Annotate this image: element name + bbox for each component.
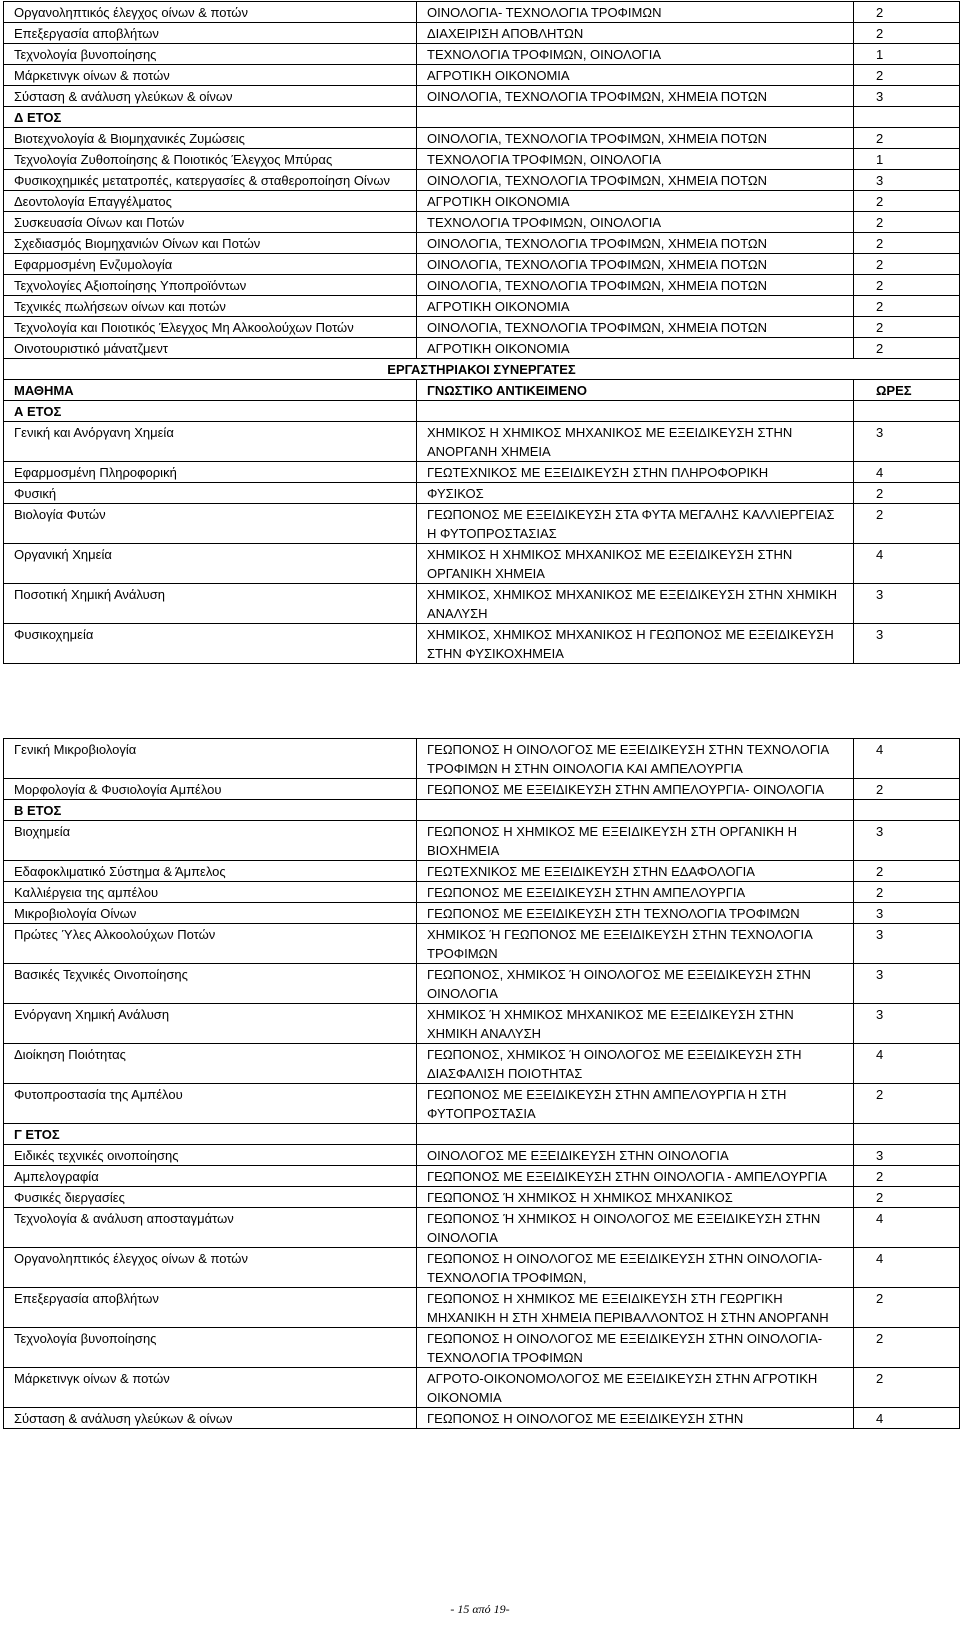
- course-cell: Φυσικές διεργασίες: [4, 1187, 417, 1208]
- hours-cell: 3: [854, 1145, 960, 1166]
- field-cell: ΓΕΩΠΟΝΟΣ ΜΕ ΕΞΕΙΔΙΚΕΥΣΗ ΣΤΑ ΦΥΤΑ ΜΕΓΑΛΗΣ ΚΑΛΛΙΕΡΓΕΙΑΣ Η ΦΥΤΟΠΡΟΣΤΑΣΙΑΣ: [417, 504, 854, 544]
- course-cell: Επεξεργασία αποβλήτων: [4, 1288, 417, 1328]
- course-cell: Σύσταση & ανάλυση γλεύκων & οίνων: [4, 86, 417, 107]
- course-cell: Γενική Μικροβιολογία: [4, 739, 417, 779]
- hours-cell: 2: [854, 861, 960, 882]
- course-cell: Εφαρμοσμένη Ενζυμολογία: [4, 254, 417, 275]
- table-row: [4, 1288, 960, 1328]
- hours-cell: 4: [854, 1248, 960, 1288]
- field-cell: ΧΗΜΙΚΟΣ Ή ΓΕΩΠΟΝΟΣ ΜΕ ΕΞΕΙΔΙΚΕΥΣΗ ΣΤΗΝ ΤΕΧΝΟΛΟΓΙΑ ΤΡΟΦΙΜΩΝ: [417, 924, 854, 964]
- table-row: [4, 149, 960, 170]
- hours-cell: 2: [854, 1084, 960, 1124]
- field-cell: ΓΕΩΠΟΝΟΣ, ΧΗΜΙΚΟΣ Ή ΟΙΝΟΛΟΓΟΣ ΜΕ ΕΞΕΙΔΙΚΕΥΣΗ ΣΤΗ ΔΙΑΣΦΑΛΙΣΗ ΠΟΙΟΤΗΤΑΣ: [417, 1044, 854, 1084]
- course-cell: Πρώτες Ύλες Αλκοολούχων Ποτών: [4, 924, 417, 964]
- table-row: [4, 584, 960, 624]
- table-row: [4, 86, 960, 107]
- course-cell: Μορφολογία & Φυσιολογία Αμπέλου: [4, 779, 417, 800]
- field-cell: ΧΗΜΙΚΟΣ Η ΧΗΜΙΚΟΣ ΜΗΧΑΝΙΚΟΣ ΜΕ ΕΞΕΙΔΙΚΕΥΣΗ ΣΤΗΝ ΑΝΟΡΓΑΝΗ ΧΗΜΕΙΑ: [417, 422, 854, 462]
- table-row: [4, 317, 960, 338]
- hours-cell: 4: [854, 1208, 960, 1248]
- table-row: [4, 296, 960, 317]
- course-cell: Τεχνολογία βυνοποίησης: [4, 44, 417, 65]
- table-row: [4, 882, 960, 903]
- hours-cell: 2: [854, 23, 960, 44]
- hours-cell: 1: [854, 149, 960, 170]
- course-cell: Οργανοληπτικός έλεγχος οίνων & ποτών: [4, 1248, 417, 1288]
- course-cell: Τεχνολογία βυνοποίησης: [4, 1328, 417, 1368]
- table-row: [4, 1208, 960, 1248]
- course-cell: Εδαφοκλιματικό Σύστημα & Άμπελος: [4, 861, 417, 882]
- course-cell: Οργανική Χημεία: [4, 544, 417, 584]
- field-cell: ΓΕΩΠΟΝΟΣ ΜΕ ΕΞΕΙΔΙΚΕΥΣΗ ΣΤΗΝ ΑΜΠΕΛΟΥΡΓΙΑ Η ΣΤΗ ΦΥΤΟΠΡΟΣΤΑΣΙΑ: [417, 1084, 854, 1124]
- table-row: [4, 1166, 960, 1187]
- hours-cell: 2: [854, 233, 960, 254]
- course-cell: Σύσταση & ανάλυση γλεύκων & οίνων: [4, 1408, 417, 1429]
- field-cell: ΓΕΩΠΟΝΟΣ Η ΟΙΝΟΛΟΓΟΣ ΜΕ ΕΞΕΙΔΙΚΕΥΣΗ ΣΤΗΝ ΟΙΝΟΛΟΓΙΑ- ΤΕΧΝΟΛΟΓΙΑ ΤΡΟΦΙΜΩΝ: [417, 1328, 854, 1368]
- hours-cell: [854, 401, 960, 422]
- course-cell: Σχεδιασμός Βιομηχανιών Οίνων και Ποτών: [4, 233, 417, 254]
- hours-cell: 3: [854, 624, 960, 664]
- hours-cell: 2: [854, 882, 960, 903]
- course-cell: Φυσικοχημικές μετατροπές, κατεργασίες & σταθεροποίηση Οίνων: [4, 170, 417, 191]
- column-header-course: ΜΑΘΗΜΑ: [4, 380, 417, 401]
- year-label: Γ ΕΤΟΣ: [4, 1124, 417, 1145]
- course-cell: Τεχνικές πωλήσεων οίνων και ποτών: [4, 296, 417, 317]
- course-cell: Οινοτουριστικό μάνατζμεντ: [4, 338, 417, 359]
- section-title-row: [4, 359, 960, 380]
- hours-cell: 3: [854, 422, 960, 462]
- course-cell: Τεχνολογία Ζυθοποίησης & Ποιοτικός Έλεγχος Μπύρας: [4, 149, 417, 170]
- field-cell: ΟΙΝΟΛΟΓΟΣ ΜΕ ΕΞΕΙΔΙΚΕΥΣΗ ΣΤΗΝ ΟΙΝΟΛΟΓΙΑ: [417, 1145, 854, 1166]
- hours-cell: 4: [854, 1408, 960, 1429]
- course-cell: Βιοτεχνολογία & Βιομηχανικές Ζυμώσεις: [4, 128, 417, 149]
- hours-cell: 2: [854, 1328, 960, 1368]
- year-header-row: [4, 800, 960, 821]
- hours-cell: 3: [854, 964, 960, 1004]
- field-cell: ΓΕΩΠΟΝΟΣ, ΧΗΜΙΚΟΣ Ή ΟΙΝΟΛΟΓΟΣ ΜΕ ΕΞΕΙΔΙΚΕΥΣΗ ΣΤΗΝ ΟΙΝΟΛΟΓΙΑ: [417, 964, 854, 1004]
- field-cell: ΓΕΩΠΟΝΟΣ ΜΕ ΕΞΕΙΔΙΚΕΥΣΗ ΣΤΗ ΤΕΧΝΟΛΟΓΙΑ ΤΡΟΦΙΜΩΝ: [417, 903, 854, 924]
- course-cell: Οργανοληπτικός έλεγχος οίνων & ποτών: [4, 2, 417, 23]
- table-gap: [0, 705, 960, 735]
- field-cell: ΧΗΜΙΚΟΣ Η ΧΗΜΙΚΟΣ ΜΗΧΑΝΙΚΟΣ ΜΕ ΕΞΕΙΔΙΚΕΥΣΗ ΣΤΗΝ ΟΡΓΑΝΙΚΗ ΧΗΜΕΙΑ: [417, 544, 854, 584]
- field-cell: ΑΓΡΟΤΙΚΗ ΟΙΚΟΝΟΜΙΑ: [417, 296, 854, 317]
- year-label: Α ΕΤΟΣ: [4, 401, 417, 422]
- hours-cell: 3: [854, 903, 960, 924]
- course-cell: Αμπελογραφία: [4, 1166, 417, 1187]
- course-cell: Ενόργανη Χημική Ανάλυση: [4, 1004, 417, 1044]
- field-cell: ΟΙΝΟΛΟΓΙΑ, ΤΕΧΝΟΛΟΓΙΑ ΤΡΟΦΙΜΩΝ, ΧΗΜΕΙΑ ΠΟΤΩΝ: [417, 275, 854, 296]
- column-header-field: ΓΝΩΣΤΙΚΟ ΑΝΤΙΚΕΙΜΕΝΟ: [417, 380, 854, 401]
- year-header-row: [4, 107, 960, 128]
- course-cell: Φυσικοχημεία: [4, 624, 417, 664]
- hours-cell: 2: [854, 275, 960, 296]
- course-cell: Τεχνολογία & ανάλυση αποσταγμάτων: [4, 1208, 417, 1248]
- hours-cell: 2: [854, 2, 960, 23]
- hours-cell: 2: [854, 191, 960, 212]
- field-cell: ΧΗΜΙΚΟΣ Ή ΧΗΜΙΚΟΣ ΜΗΧΑΝΙΚΟΣ ΜΕ ΕΞΕΙΔΙΚΕΥΣΗ ΣΤΗΝ ΧΗΜΙΚΗ ΑΝΑΛΥΣΗ: [417, 1004, 854, 1044]
- field-cell: ΓΕΩΠΟΝΟΣ Η ΧΗΜΙΚΟΣ ΜΕ ΕΞΕΙΔΙΚΕΥΣΗ ΣΤΗ ΟΡΓΑΝΙΚΗ Η ΒΙΟΧΗΜΕΙΑ: [417, 821, 854, 861]
- field-cell: ΟΙΝΟΛΟΓΙΑ, ΤΕΧΝΟΛΟΓΙΑ ΤΡΟΦΙΜΩΝ, ΧΗΜΕΙΑ ΠΟΤΩΝ: [417, 86, 854, 107]
- table-row: [4, 1084, 960, 1124]
- course-cell: Βιοχημεία: [4, 821, 417, 861]
- hours-cell: 3: [854, 86, 960, 107]
- hours-cell: 2: [854, 1166, 960, 1187]
- hours-cell: [854, 1124, 960, 1145]
- course-cell: Διοίκηση Ποιότητας: [4, 1044, 417, 1084]
- field-cell: ΑΓΡΟΤΙΚΗ ΟΙΚΟΝΟΜΙΑ: [417, 65, 854, 86]
- table-row: [4, 44, 960, 65]
- course-cell: Ποσοτική Χημική Ανάλυση: [4, 584, 417, 624]
- year-label: Δ ΕΤΟΣ: [4, 107, 417, 128]
- table-row: [4, 233, 960, 254]
- hours-cell: 3: [854, 924, 960, 964]
- hours-cell: 2: [854, 212, 960, 233]
- hours-cell: 3: [854, 1004, 960, 1044]
- table-row: [4, 254, 960, 275]
- table-row: [4, 212, 960, 233]
- table-row: [4, 128, 960, 149]
- hours-cell: 4: [854, 544, 960, 584]
- course-cell: Γενική και Ανόργανη Χημεία: [4, 422, 417, 462]
- hours-cell: 2: [854, 504, 960, 544]
- course-cell: Βασικές Τεχνικές Οινοποίησης: [4, 964, 417, 1004]
- course-cell: Επεξεργασία αποβλήτων: [4, 23, 417, 44]
- field-cell: [417, 1124, 854, 1145]
- course-cell: Μικροβιολογία Οίνων: [4, 903, 417, 924]
- field-cell: [417, 401, 854, 422]
- hours-cell: [854, 107, 960, 128]
- course-cell: Δεοντολογία Επαγγέλματος: [4, 191, 417, 212]
- field-cell: ΓΕΩΠΟΝΟΣ ΜΕ ΕΞΕΙΔΙΚΕΥΣΗ ΣΤΗΝ ΟΙΝΟΛΟΓΙΑ - ΑΜΠΕΛΟΥΡΓΙΑ: [417, 1166, 854, 1187]
- hours-cell: 2: [854, 779, 960, 800]
- table-row: [4, 924, 960, 964]
- field-cell: ΧΗΜΙΚΟΣ, ΧΗΜΙΚΟΣ ΜΗΧΑΝΙΚΟΣ Η ΓΕΩΠΟΝΟΣ ΜΕ ΕΞΕΙΔΙΚΕΥΣΗ ΣΤΗΝ ΦΥΣΙΚΟΧΗΜΕΙΑ: [417, 624, 854, 664]
- staff-table-bottom: [3, 738, 960, 1429]
- course-cell: Μάρκετινγκ οίνων & ποτών: [4, 65, 417, 86]
- hours-cell: 2: [854, 254, 960, 275]
- hours-cell: 2: [854, 1368, 960, 1408]
- table-row: [4, 191, 960, 212]
- table-row: [4, 739, 960, 779]
- field-cell: ΓΕΩΤΕΧΝΙΚΟΣ ΜΕ ΕΞΕΙΔΙΚΕΥΣΗ ΣΤΗΝ ΠΛΗΡΟΦΟΡΙΚΗ: [417, 462, 854, 483]
- hours-cell: 2: [854, 1187, 960, 1208]
- field-cell: ΓΕΩΠΟΝΟΣ Η ΧΗΜΙΚΟΣ ΜΕ ΕΞΕΙΔΙΚΕΥΣΗ ΣΤΗ ΓΕΩΡΓΙΚΗ ΜΗΧΑΝΙΚΗ Η ΣΤΗ ΧΗΜΕΙΑ ΠΕΡΙΒΑΛΛΟΝΤΟΣ Η ΣΤΗΝ ΑΝΟΡΓΑΝΗ: [417, 1288, 854, 1328]
- course-cell: Συσκευασία Οίνων και Ποτών: [4, 212, 417, 233]
- field-cell: ΦΥΣΙΚΟΣ: [417, 483, 854, 504]
- table-row: [4, 275, 960, 296]
- course-cell: Ειδικές τεχνικές οινοποίησης: [4, 1145, 417, 1166]
- hours-cell: 2: [854, 483, 960, 504]
- hours-cell: 3: [854, 584, 960, 624]
- course-cell: Καλλιέργεια της αμπέλου: [4, 882, 417, 903]
- table-row: [4, 338, 960, 359]
- course-cell: Βιολογία Φυτών: [4, 504, 417, 544]
- field-cell: ΤΕΧΝΟΛΟΓΙΑ ΤΡΟΦΙΜΩΝ, ΟΙΝΟΛΟΓΙΑ: [417, 212, 854, 233]
- field-cell: ΓΕΩΠΟΝΟΣ Η ΟΙΝΟΛΟΓΟΣ ΜΕ ΕΞΕΙΔΙΚΕΥΣΗ ΣΤΗΝ ΤΕΧΝΟΛΟΓΙΑ ΤΡΟΦΙΜΩΝ Η ΣΤΗΝ ΟΙΝΟΛΟΓΙΑ ΚΑΙ ΑΜΠΕΛΟΥΡΓΙΑ: [417, 739, 854, 779]
- course-cell: Φυσική: [4, 483, 417, 504]
- course-cell: Τεχνολογία και Ποιοτικός Έλεγχος Μη Αλκοολούχων Ποτών: [4, 317, 417, 338]
- course-cell: Μάρκετινγκ οίνων & ποτών: [4, 1368, 417, 1408]
- course-cell: Φυτοπροστασία της Αμπέλου: [4, 1084, 417, 1124]
- year-label: Β ΕΤΟΣ: [4, 800, 417, 821]
- field-cell: ΑΓΡΟΤΙΚΗ ΟΙΚΟΝΟΜΙΑ: [417, 191, 854, 212]
- year-header-row: [4, 401, 960, 422]
- field-cell: ΔΙΑΧΕΙΡΙΣΗ ΑΠΟΒΛΗΤΩΝ: [417, 23, 854, 44]
- course-cell: Τεχνολογίες Αξιοποίησης Υποπροϊόντων: [4, 275, 417, 296]
- table-row: [4, 1044, 960, 1084]
- field-cell: ΟΙΝΟΛΟΓΙΑ, ΤΕΧΝΟΛΟΓΙΑ ΤΡΟΦΙΜΩΝ, ΧΗΜΕΙΑ ΠΟΤΩΝ: [417, 233, 854, 254]
- table-row: [4, 2, 960, 23]
- hours-cell: 2: [854, 1288, 960, 1328]
- table-row: [4, 903, 960, 924]
- table-row: [4, 483, 960, 504]
- table-row: [4, 964, 960, 1004]
- staff-table-top: [3, 1, 960, 664]
- hours-cell: 3: [854, 821, 960, 861]
- table-row: [4, 544, 960, 584]
- field-cell: ΟΙΝΟΛΟΓΙΑ, ΤΕΧΝΟΛΟΓΙΑ ΤΡΟΦΙΜΩΝ, ΧΗΜΕΙΑ ΠΟΤΩΝ: [417, 317, 854, 338]
- hours-cell: 2: [854, 338, 960, 359]
- table-row: [4, 422, 960, 462]
- hours-cell: 2: [854, 296, 960, 317]
- field-cell: ΓΕΩΠΟΝΟΣ Η ΟΙΝΟΛΟΓΟΣ ΜΕ ΕΞΕΙΔΙΚΕΥΣΗ ΣΤΗΝ: [417, 1408, 854, 1429]
- course-cell: Εφαρμοσμένη Πληροφορική: [4, 462, 417, 483]
- hours-cell: 3: [854, 170, 960, 191]
- field-cell: ΓΕΩΤΕΧΝΙΚΟΣ ΜΕ ΕΞΕΙΔΙΚΕΥΣΗ ΣΤΗΝ ΕΔΑΦΟΛΟΓΙΑ: [417, 861, 854, 882]
- column-header-row: [4, 380, 960, 401]
- field-cell: ΓΕΩΠΟΝΟΣ Ή ΧΗΜΙΚΟΣ Η ΟΙΝΟΛΟΓΟΣ ΜΕ ΕΞΕΙΔΙΚΕΥΣΗ ΣΤΗΝ ΟΙΝΟΛΟΓΙΑ: [417, 1208, 854, 1248]
- hours-cell: 4: [854, 739, 960, 779]
- hours-cell: [854, 800, 960, 821]
- table-row: [4, 23, 960, 44]
- column-header-hours: ΩΡΕΣ: [854, 380, 960, 401]
- field-cell: ΧΗΜΙΚΟΣ, ΧΗΜΙΚΟΣ ΜΗΧΑΝΙΚΟΣ ΜΕ ΕΞΕΙΔΙΚΕΥΣΗ ΣΤΗΝ ΧΗΜΙΚΗ ΑΝΑΛΥΣΗ: [417, 584, 854, 624]
- field-cell: ΤΕΧΝΟΛΟΓΙΑ ΤΡΟΦΙΜΩΝ, ΟΙΝΟΛΟΓΙΑ: [417, 149, 854, 170]
- field-cell: ΓΕΩΠΟΝΟΣ ΜΕ ΕΞΕΙΔΙΚΕΥΣΗ ΣΤΗΝ ΑΜΠΕΛΟΥΡΓΙΑ: [417, 882, 854, 903]
- field-cell: [417, 800, 854, 821]
- table-row: [4, 170, 960, 191]
- table-row: [4, 1408, 960, 1429]
- field-cell: ΟΙΝΟΛΟΓΙΑ, ΤΕΧΝΟΛΟΓΙΑ ΤΡΟΦΙΜΩΝ, ΧΗΜΕΙΑ ΠΟΤΩΝ: [417, 128, 854, 149]
- field-cell: ΟΙΝΟΛΟΓΙΑ- ΤΕΧΝΟΛΟΓΙΑ ΤΡΟΦΙΜΩΝ: [417, 2, 854, 23]
- hours-cell: 2: [854, 317, 960, 338]
- hours-cell: 2: [854, 65, 960, 86]
- table-row: [4, 1368, 960, 1408]
- table-row: [4, 779, 960, 800]
- year-header-row: [4, 1124, 960, 1145]
- field-cell: ΑΓΡΟΤΟ-ΟΙΚΟΝΟΜΟΛΟΓΟΣ ΜΕ ΕΞΕΙΔΙΚΕΥΣΗ ΣΤΗΝ ΑΓΡΟΤΙΚΗ ΟΙΚΟΝΟΜΙΑ: [417, 1368, 854, 1408]
- table-row: [4, 1187, 960, 1208]
- table-row: [4, 821, 960, 861]
- hours-cell: 2: [854, 128, 960, 149]
- field-cell: ΑΓΡΟΤΙΚΗ ΟΙΚΟΝΟΜΙΑ: [417, 338, 854, 359]
- hours-cell: 4: [854, 462, 960, 483]
- field-cell: [417, 107, 854, 128]
- table-row: [4, 504, 960, 544]
- field-cell: ΓΕΩΠΟΝΟΣ ΜΕ ΕΞΕΙΔΙΚΕΥΣΗ ΣΤΗΝ ΑΜΠΕΛΟΥΡΓΙΑ- ΟΙΝΟΛΟΓΙΑ: [417, 779, 854, 800]
- table-row: [4, 1328, 960, 1368]
- hours-cell: 4: [854, 1044, 960, 1084]
- table-row: [4, 1145, 960, 1166]
- field-cell: ΓΕΩΠΟΝΟΣ Ή ΧΗΜΙΚΟΣ Η ΧΗΜΙΚΟΣ ΜΗΧΑΝΙΚΟΣ: [417, 1187, 854, 1208]
- table-row: [4, 1004, 960, 1044]
- table-row: [4, 624, 960, 664]
- field-cell: ΟΙΝΟΛΟΓΙΑ, ΤΕΧΝΟΛΟΓΙΑ ΤΡΟΦΙΜΩΝ, ΧΗΜΕΙΑ ΠΟΤΩΝ: [417, 254, 854, 275]
- section-title: ΕΡΓΑΣΤΗΡΙΑΚΟΙ ΣΥΝΕΡΓΑΤΕΣ: [4, 359, 960, 380]
- hours-cell: 1: [854, 44, 960, 65]
- table-row: [4, 65, 960, 86]
- field-cell: ΤΕΧΝΟΛΟΓΙΑ ΤΡΟΦΙΜΩΝ, ΟΙΝΟΛΟΓΙΑ: [417, 44, 854, 65]
- table-row: [4, 1248, 960, 1288]
- page-number: - 15 από 19-: [450, 1602, 510, 1616]
- table-row: [4, 462, 960, 483]
- field-cell: ΟΙΝΟΛΟΓΙΑ, ΤΕΧΝΟΛΟΓΙΑ ΤΡΟΦΙΜΩΝ, ΧΗΜΕΙΑ ΠΟΤΩΝ: [417, 170, 854, 191]
- field-cell: ΓΕΩΠΟΝΟΣ Η ΟΙΝΟΛΟΓΟΣ ΜΕ ΕΞΕΙΔΙΚΕΥΣΗ ΣΤΗΝ ΟΙΝΟΛΟΓΙΑ- ΤΕΧΝΟΛΟΓΙΑ ΤΡΟΦΙΜΩΝ,: [417, 1248, 854, 1288]
- table-row: [4, 861, 960, 882]
